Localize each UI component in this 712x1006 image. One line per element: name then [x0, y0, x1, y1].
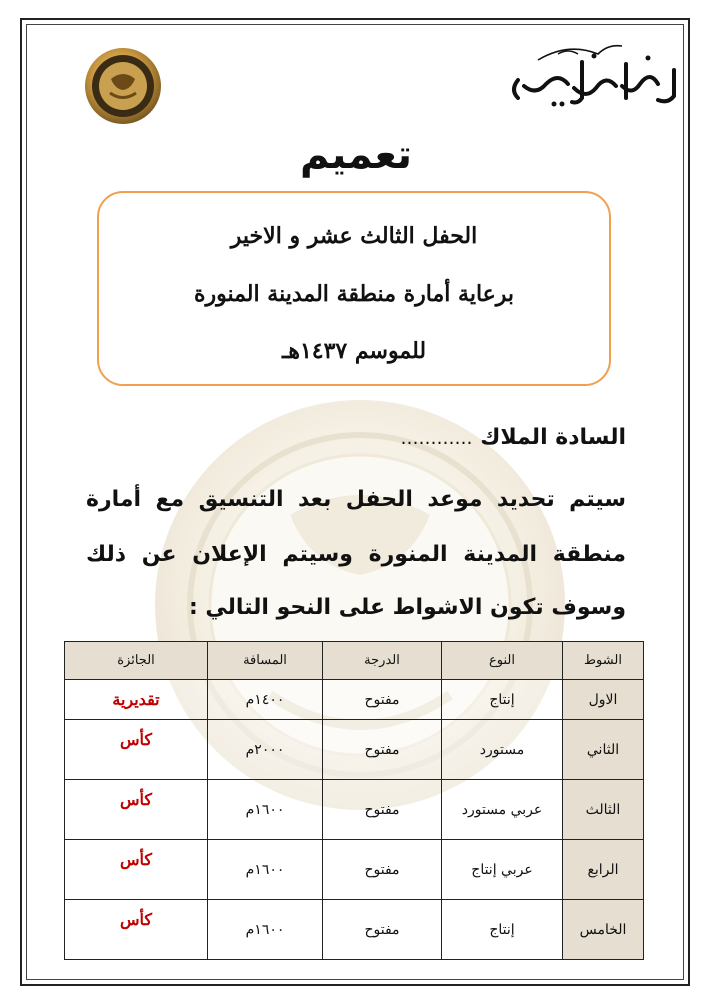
round-cell: الثاني: [563, 720, 644, 780]
prize-cell: تقديرية: [65, 680, 208, 720]
type-cell: إنتاج: [442, 900, 563, 960]
type-cell: عربي مستورد: [442, 780, 563, 840]
grade-cell: مفتوح: [323, 720, 442, 780]
distance-cell: ١٦٠٠م: [208, 900, 323, 960]
event-info-box: [97, 191, 611, 386]
grade-cell: مفتوح: [323, 900, 442, 960]
prize-cell: كأس: [65, 840, 208, 900]
prize-cell: كأس: [65, 900, 208, 960]
distance-cell: ٢٠٠٠م: [208, 720, 323, 780]
round-cell: الثالث: [563, 780, 644, 840]
distance-cell: ١٤٠٠م: [208, 680, 323, 720]
grade-cell: مفتوح: [323, 840, 442, 900]
round-cell: الرابع: [563, 840, 644, 900]
races-table: [64, 641, 644, 960]
event-patronage: برعاية أمارة منطقة المدينة المنورة: [193, 281, 515, 307]
club-emblem-icon: [84, 47, 162, 125]
prize-cell: كأس: [65, 720, 208, 780]
table-row: [65, 840, 644, 900]
table-row: [65, 680, 644, 720]
page-title: تعميم: [299, 132, 413, 178]
maidan-alfurusiya-logo: [498, 40, 682, 120]
addressee-dots: …………: [400, 428, 473, 449]
table-row: [65, 780, 644, 840]
table-row: [65, 720, 644, 780]
event-season: للموسم ١٤٣٧هـ: [281, 338, 427, 364]
event-name: الحفل الثالث عشر و الاخير: [230, 223, 478, 249]
round-cell: الاول: [563, 680, 644, 720]
header-round: الشوط: [563, 642, 644, 680]
header-distance: المسافة: [208, 642, 323, 680]
type-cell: عربي إنتاج: [442, 840, 563, 900]
distance-cell: ١٦٠٠م: [208, 840, 323, 900]
header-prize: الجائزة: [65, 642, 208, 680]
distance-cell: ١٦٠٠م: [208, 780, 323, 840]
grade-cell: مفتوح: [323, 780, 442, 840]
type-cell: إنتاج: [442, 680, 563, 720]
body-line-3: وسوف تكون الاشواط على النحو التالي :: [188, 595, 626, 620]
table-row: [65, 900, 644, 960]
type-cell: مستورد: [442, 720, 563, 780]
addressee-line: [401, 425, 626, 450]
grade-cell: مفتوح: [323, 680, 442, 720]
calligraphy-logo-icon: [498, 40, 682, 120]
header-type: النوع: [442, 642, 563, 680]
table-header-row: [65, 642, 644, 680]
round-cell: الخامس: [563, 900, 644, 960]
header-grade: الدرجة: [323, 642, 442, 680]
addressee-label: السادة الملاك: [480, 425, 626, 450]
prize-cell: كأس: [65, 780, 208, 840]
body-line-1: سيتم تحديد موعد الحفل بعد التنسيق مع أمارة: [86, 487, 626, 512]
body-line-2: منطقة المدينة المنورة وسيتم الإعلان عن ذلك: [86, 542, 626, 567]
